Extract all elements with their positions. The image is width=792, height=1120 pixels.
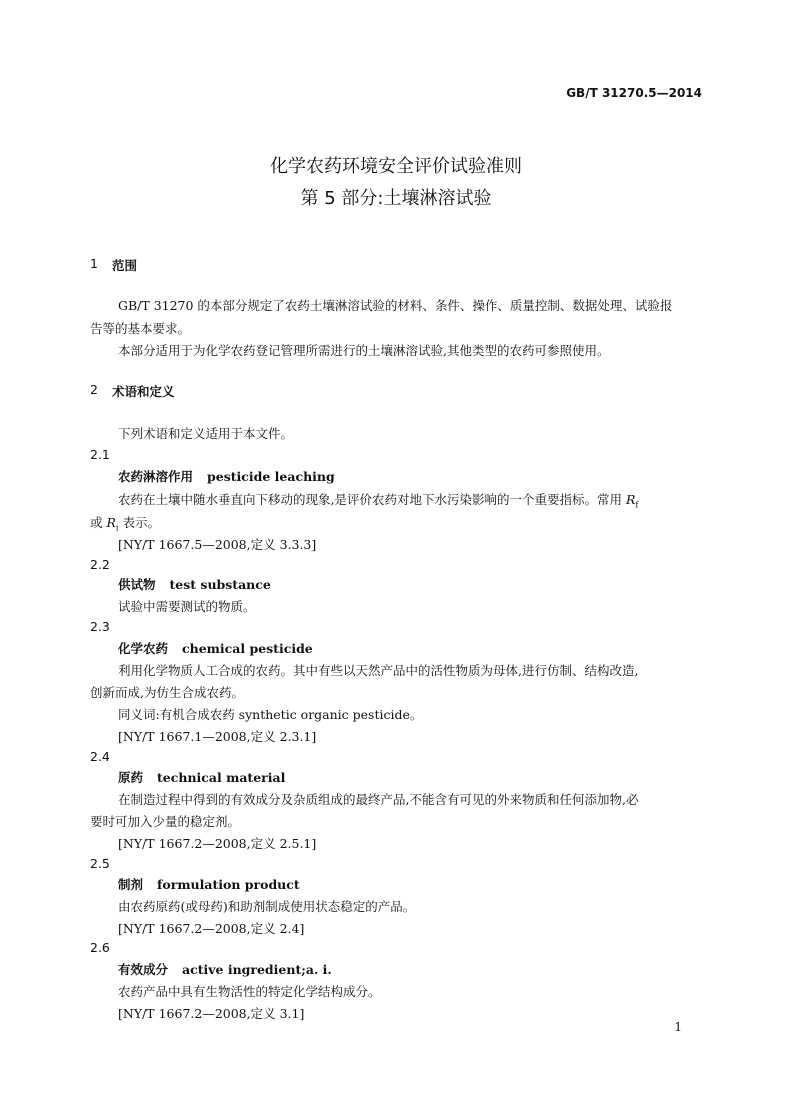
term-number: 2.3: [90, 619, 110, 634]
symbol: R: [106, 515, 116, 530]
symbol: R: [625, 492, 636, 507]
reference: [NY/T 1667.2—2008,定义 2.4]: [118, 921, 305, 936]
term-number: 2.1: [90, 447, 110, 462]
definition-line: 创新而成,为仿生合成农药。: [90, 685, 244, 700]
symbol-subscript: i: [115, 523, 119, 533]
term-english: technical material: [157, 770, 286, 785]
definition-line: [90, 513, 160, 533]
term-english: active ingredient;a. i.: [182, 962, 332, 977]
term-entry: [118, 960, 332, 978]
term-english: formulation product: [157, 877, 300, 892]
term-chinese: 化学农药: [118, 641, 169, 656]
term-chinese: 农药淋溶作用: [118, 469, 194, 484]
term-entry: [118, 639, 313, 657]
section-heading: 范围: [112, 258, 138, 273]
reference: [NY/T 1667.5—2008,定义 3.3.3]: [118, 537, 317, 552]
definition-line: 试验中需要测试的物质。: [118, 599, 256, 614]
definition-line: [118, 490, 638, 510]
term-entry: [118, 575, 271, 593]
reference: [NY/T 1667.1—2008,定义 2.3.1]: [118, 729, 317, 744]
term-chinese: 供试物: [118, 577, 156, 592]
term-chinese: 原药: [118, 770, 144, 785]
paragraph-line: GB/T 31270 的本部分规定了农药土壤淋溶试验的材料、条件、操作、质量控制、数据处理、试验报: [118, 298, 673, 313]
definition-line: 利用化学物质人工合成的农药。其中有些以天然产品中的活性物质为母体,进行仿制、结构改造,: [118, 663, 639, 678]
term-english: pesticide leaching: [207, 469, 335, 484]
term-chinese: 有效成分: [118, 962, 169, 977]
definition-line: 农药产品中具有生物活性的特定化学结构成分。: [118, 984, 381, 999]
synonym-note: 同义词:有机合成农药 synthetic organic pesticide。: [118, 707, 423, 722]
term-chinese: 制剂: [118, 877, 144, 892]
term-english: test substance: [169, 577, 271, 592]
section-number: 2: [90, 382, 98, 397]
paragraph-line: 告等的基本要求。: [90, 321, 191, 336]
page-number: 1: [674, 1020, 682, 1034]
definition-line: 由农药原药(或母药)和助剂制成使用状态稳定的产品。: [118, 899, 416, 914]
section-number: 1: [90, 256, 98, 271]
reference: [NY/T 1667.2—2008,定义 2.5.1]: [118, 836, 317, 851]
definition-text: 农药在土壤中随水垂直向下移动的现象,是评价农药对地下水污染影响的一个重要指标。常用: [118, 492, 622, 507]
document-subtitle: 第 5 部分:土壤淋溶试验: [300, 188, 492, 209]
paragraph: 本部分适用于为化学农药登记管理所需进行的土壤淋溶试验,其他类型的农药可参照使用。: [118, 343, 610, 358]
paragraph: 下列术语和定义适用于本文件。: [118, 426, 294, 441]
term-number: 2.2: [90, 557, 110, 572]
definition-text: 或: [90, 515, 103, 530]
definition-line: 在制造过程中得到的有效成分及杂质组成的最终产品,不能含有可见的外来物质和任何添加物,必: [118, 792, 639, 807]
term-entry: [118, 467, 335, 485]
term-entry: [118, 768, 285, 786]
document-title: 化学农药环境安全评价试验准则: [270, 156, 522, 177]
term-number: 2.5: [90, 856, 110, 871]
definition-line: 要时可加入少量的稳定剂。: [90, 814, 241, 829]
standard-code: GB/T 31270.5—2014: [566, 86, 702, 100]
section-heading: 术语和定义: [112, 384, 175, 399]
reference: [NY/T 1667.2—2008,定义 3.1]: [118, 1006, 305, 1021]
term-number: 2.4: [90, 749, 110, 764]
symbol-subscript: f: [635, 500, 639, 510]
definition-text: 表示。: [118, 515, 160, 530]
term-english: chemical pesticide: [182, 641, 313, 656]
term-number: 2.6: [90, 940, 110, 955]
term-entry: [118, 875, 300, 893]
